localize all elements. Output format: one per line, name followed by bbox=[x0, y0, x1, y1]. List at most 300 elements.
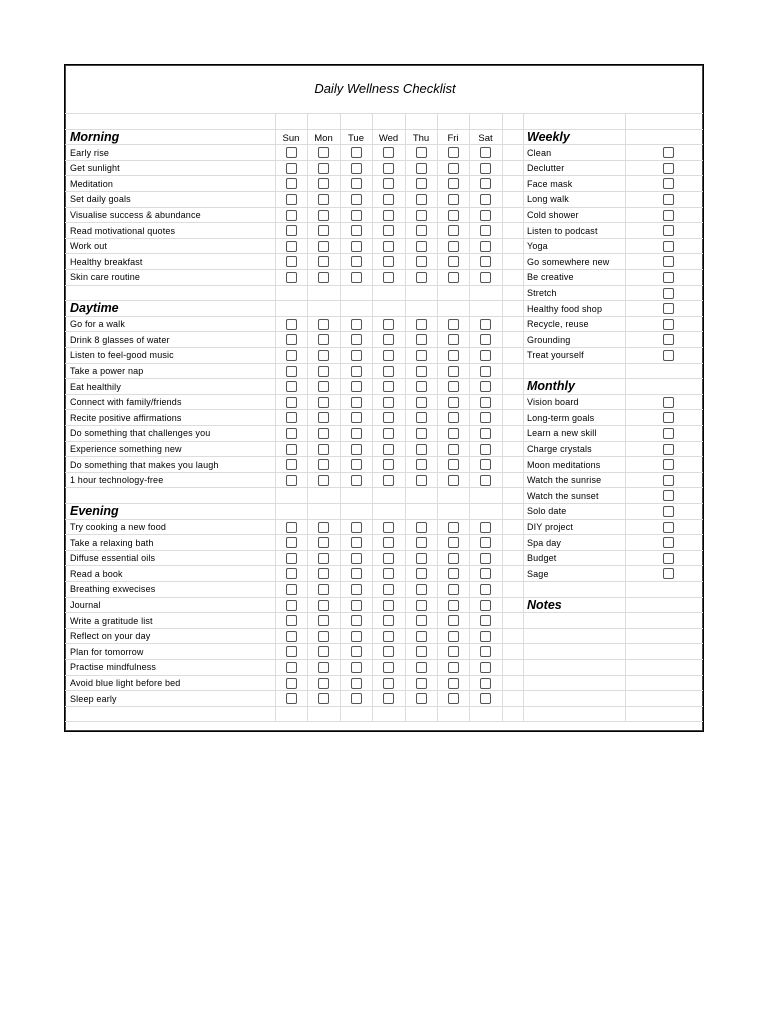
checkbox-tue[interactable] bbox=[351, 256, 362, 267]
checkbox-thu[interactable] bbox=[416, 568, 427, 579]
checkbox-sun[interactable] bbox=[286, 631, 297, 642]
checkbox-sat[interactable] bbox=[480, 444, 491, 455]
checklist-item-label: Eat healthily bbox=[70, 381, 121, 392]
grid-row-line bbox=[65, 503, 703, 504]
checkbox-fri[interactable] bbox=[448, 584, 459, 595]
checklist-item-label: Practise mindfulness bbox=[70, 662, 157, 673]
checkbox-wed[interactable] bbox=[383, 568, 394, 579]
checkbox-tue[interactable] bbox=[351, 631, 362, 642]
checkbox[interactable] bbox=[663, 444, 674, 455]
checkbox-tue[interactable] bbox=[351, 553, 362, 564]
checkbox-fri[interactable] bbox=[448, 163, 459, 174]
checkbox-sat[interactable] bbox=[480, 615, 491, 626]
checkbox-tue[interactable] bbox=[351, 241, 362, 252]
checkbox-wed[interactable] bbox=[383, 178, 394, 189]
grid-col-line bbox=[307, 113, 308, 722]
checkbox-mon[interactable] bbox=[318, 210, 329, 221]
checkbox-fri[interactable] bbox=[448, 475, 459, 486]
checkbox-fri[interactable] bbox=[448, 147, 459, 158]
checkbox-tue[interactable] bbox=[351, 662, 362, 673]
checkbox[interactable] bbox=[663, 210, 674, 221]
checkbox-sun[interactable] bbox=[286, 225, 297, 236]
section-title-notes: Notes bbox=[527, 597, 562, 612]
checkbox-wed[interactable] bbox=[383, 662, 394, 673]
grid-row-line bbox=[65, 581, 703, 582]
checklist-sheet bbox=[64, 64, 704, 732]
checkbox-sat[interactable] bbox=[480, 646, 491, 657]
checkbox-fri[interactable] bbox=[448, 272, 459, 283]
checkbox-sun[interactable] bbox=[286, 256, 297, 267]
checkbox-mon[interactable] bbox=[318, 615, 329, 626]
checkbox-wed[interactable] bbox=[383, 615, 394, 626]
checkbox-wed[interactable] bbox=[383, 241, 394, 252]
checkbox-mon[interactable] bbox=[318, 272, 329, 283]
checkbox-fri[interactable] bbox=[448, 428, 459, 439]
grid-row-line bbox=[65, 565, 703, 566]
checkbox-mon[interactable] bbox=[318, 334, 329, 345]
checkbox-sat[interactable] bbox=[480, 584, 491, 595]
checkbox-sat[interactable] bbox=[480, 537, 491, 548]
checkbox-sat[interactable] bbox=[480, 350, 491, 361]
checkbox-mon[interactable] bbox=[318, 693, 329, 704]
checkbox-sat[interactable] bbox=[480, 163, 491, 174]
checkbox-thu[interactable] bbox=[416, 553, 427, 564]
checkbox[interactable] bbox=[663, 553, 674, 564]
checkbox-thu[interactable] bbox=[416, 662, 427, 673]
checkbox-fri[interactable] bbox=[448, 537, 459, 548]
checkbox[interactable] bbox=[663, 568, 674, 579]
checkbox-tue[interactable] bbox=[351, 178, 362, 189]
checkbox-sun[interactable] bbox=[286, 475, 297, 486]
checklist-item-label: Recite positive affirmations bbox=[70, 412, 182, 423]
grid-row-line bbox=[65, 690, 703, 691]
checkbox-sun[interactable] bbox=[286, 412, 297, 423]
checkbox-thu[interactable] bbox=[416, 272, 427, 283]
checkbox-wed[interactable] bbox=[383, 444, 394, 455]
checkbox-sun[interactable] bbox=[286, 334, 297, 345]
checkbox-wed[interactable] bbox=[383, 678, 394, 689]
checkbox-sat[interactable] bbox=[480, 178, 491, 189]
checklist-item-label: Moon meditations bbox=[527, 459, 601, 470]
checkbox-wed[interactable] bbox=[383, 210, 394, 221]
checkbox-sun[interactable] bbox=[286, 194, 297, 205]
checkbox-mon[interactable] bbox=[318, 366, 329, 377]
checkbox-thu[interactable] bbox=[416, 241, 427, 252]
grid-col-line bbox=[502, 113, 503, 722]
checkbox-fri[interactable] bbox=[448, 381, 459, 392]
checkbox-thu[interactable] bbox=[416, 615, 427, 626]
checkbox-mon[interactable] bbox=[318, 553, 329, 564]
checkbox-thu[interactable] bbox=[416, 600, 427, 611]
checkbox-mon[interactable] bbox=[318, 568, 329, 579]
checkbox-thu[interactable] bbox=[416, 163, 427, 174]
checkbox-fri[interactable] bbox=[448, 256, 459, 267]
grid-row-line bbox=[65, 721, 703, 722]
checklist-item-label: Healthy breakfast bbox=[70, 256, 143, 267]
checkbox-wed[interactable] bbox=[383, 646, 394, 657]
checkbox[interactable] bbox=[663, 397, 674, 408]
checkbox-tue[interactable] bbox=[351, 584, 362, 595]
checkbox-sat[interactable] bbox=[480, 194, 491, 205]
checkbox-tue[interactable] bbox=[351, 412, 362, 423]
checkbox[interactable] bbox=[663, 428, 674, 439]
checkbox-wed[interactable] bbox=[383, 693, 394, 704]
checkbox-wed[interactable] bbox=[383, 631, 394, 642]
checkbox-tue[interactable] bbox=[351, 568, 362, 579]
grid-col-line bbox=[523, 113, 524, 722]
checkbox-wed[interactable] bbox=[383, 350, 394, 361]
checkbox-wed[interactable] bbox=[383, 272, 394, 283]
checkbox-sat[interactable] bbox=[480, 412, 491, 423]
checkbox[interactable] bbox=[663, 163, 674, 174]
checkbox-sun[interactable] bbox=[286, 319, 297, 330]
checkbox-fri[interactable] bbox=[448, 662, 459, 673]
checkbox-sat[interactable] bbox=[480, 397, 491, 408]
checkbox-thu[interactable] bbox=[416, 366, 427, 377]
checkbox-thu[interactable] bbox=[416, 334, 427, 345]
grid-col-line bbox=[372, 113, 373, 722]
checkbox[interactable] bbox=[663, 334, 674, 345]
checklist-item-label: Stretch bbox=[527, 288, 557, 298]
checklist-item-label: Visualise success & abundance bbox=[70, 210, 201, 220]
checkbox-sat[interactable] bbox=[480, 568, 491, 579]
checkbox[interactable] bbox=[663, 522, 674, 533]
checkbox-mon[interactable] bbox=[318, 412, 329, 423]
checklist-item-label: Charge crystals bbox=[527, 444, 592, 454]
checkbox-sun[interactable] bbox=[286, 272, 297, 283]
checkbox-tue[interactable] bbox=[351, 475, 362, 486]
checkbox-thu[interactable] bbox=[416, 319, 427, 330]
checkbox-sun[interactable] bbox=[286, 537, 297, 548]
checklist-item-label: Watch the sunrise bbox=[527, 475, 602, 486]
checkbox-wed[interactable] bbox=[383, 584, 394, 595]
checklist-item-label: Yoga bbox=[527, 241, 548, 252]
checkbox-mon[interactable] bbox=[318, 350, 329, 361]
checkbox-wed[interactable] bbox=[383, 600, 394, 611]
checkbox-sun[interactable] bbox=[286, 522, 297, 533]
checkbox-mon[interactable] bbox=[318, 225, 329, 236]
checkbox-wed[interactable] bbox=[383, 428, 394, 439]
checkbox-mon[interactable] bbox=[318, 319, 329, 330]
checkbox-mon[interactable] bbox=[318, 256, 329, 267]
checklist-item-label: Do something that makes you laugh bbox=[70, 459, 219, 470]
checklist-item-label: Go for a walk bbox=[70, 319, 125, 330]
grid-row-line bbox=[65, 269, 703, 270]
checkbox-thu[interactable] bbox=[416, 397, 427, 408]
checkbox-sat[interactable] bbox=[480, 662, 491, 673]
checkbox-thu[interactable] bbox=[416, 225, 427, 236]
checkbox-sun[interactable] bbox=[286, 568, 297, 579]
grid-row-line bbox=[65, 643, 703, 644]
checkbox-sun[interactable] bbox=[286, 350, 297, 361]
checklist-item-label: Spa day bbox=[527, 537, 562, 548]
checkbox-fri[interactable] bbox=[448, 350, 459, 361]
checkbox-sat[interactable] bbox=[480, 319, 491, 330]
checkbox[interactable] bbox=[663, 225, 674, 236]
checkbox-thu[interactable] bbox=[416, 678, 427, 689]
checkbox-fri[interactable] bbox=[448, 631, 459, 642]
checkbox-fri[interactable] bbox=[448, 241, 459, 252]
checkbox-tue[interactable] bbox=[351, 522, 362, 533]
page-title: Daily Wellness Checklist bbox=[314, 81, 456, 96]
checkbox-fri[interactable] bbox=[448, 319, 459, 330]
checkbox-tue[interactable] bbox=[351, 163, 362, 174]
checkbox-tue[interactable] bbox=[351, 678, 362, 689]
checklist-item-label: Read motivational quotes bbox=[70, 225, 176, 236]
checkbox-sat[interactable] bbox=[480, 678, 491, 689]
checkbox-fri[interactable] bbox=[448, 553, 459, 564]
checkbox-sun[interactable] bbox=[286, 178, 297, 189]
checkbox-thu[interactable] bbox=[416, 584, 427, 595]
checkbox-sun[interactable] bbox=[286, 163, 297, 174]
checkbox-sat[interactable] bbox=[480, 553, 491, 564]
checkbox-sun[interactable] bbox=[286, 600, 297, 611]
checkbox-sun[interactable] bbox=[286, 693, 297, 704]
checkbox-mon[interactable] bbox=[318, 459, 329, 470]
checkbox-sat[interactable] bbox=[480, 366, 491, 377]
checkbox[interactable] bbox=[663, 272, 674, 283]
grid-row-line bbox=[65, 456, 703, 457]
grid-row-line bbox=[65, 113, 703, 114]
checkbox-sun[interactable] bbox=[286, 397, 297, 408]
checkbox-sat[interactable] bbox=[480, 522, 491, 533]
checkbox[interactable] bbox=[663, 319, 674, 330]
checkbox-tue[interactable] bbox=[351, 600, 362, 611]
grid-row-line bbox=[65, 409, 703, 410]
grid-row-line bbox=[65, 175, 703, 176]
checkbox-sun[interactable] bbox=[286, 241, 297, 252]
checkbox-sun[interactable] bbox=[286, 444, 297, 455]
checkbox-thu[interactable] bbox=[416, 256, 427, 267]
checkbox[interactable] bbox=[663, 506, 674, 517]
checkbox-sat[interactable] bbox=[480, 475, 491, 486]
checkbox-wed[interactable] bbox=[383, 412, 394, 423]
checkbox-tue[interactable] bbox=[351, 334, 362, 345]
checkbox-thu[interactable] bbox=[416, 428, 427, 439]
checkbox-sun[interactable] bbox=[286, 553, 297, 564]
checkbox-mon[interactable] bbox=[318, 678, 329, 689]
checklist-item-label: Avoid blue light before bed bbox=[70, 678, 181, 688]
checkbox-fri[interactable] bbox=[448, 397, 459, 408]
checkbox-mon[interactable] bbox=[318, 475, 329, 486]
checkbox-mon[interactable] bbox=[318, 178, 329, 189]
checkbox-thu[interactable] bbox=[416, 475, 427, 486]
checkbox-wed[interactable] bbox=[383, 553, 394, 564]
checkbox-tue[interactable] bbox=[351, 366, 362, 377]
checklist-item-label: Take a power nap bbox=[70, 366, 144, 376]
checkbox-fri[interactable] bbox=[448, 366, 459, 377]
checkbox[interactable] bbox=[663, 350, 674, 361]
checkbox-tue[interactable] bbox=[351, 693, 362, 704]
checkbox-fri[interactable] bbox=[448, 444, 459, 455]
checkbox-mon[interactable] bbox=[318, 600, 329, 611]
checkbox-mon[interactable] bbox=[318, 194, 329, 205]
grid-row-line bbox=[65, 706, 703, 707]
checkbox-fri[interactable] bbox=[448, 600, 459, 611]
checklist-item-label: Sleep early bbox=[70, 693, 117, 704]
checkbox-sun[interactable] bbox=[286, 381, 297, 392]
checkbox-wed[interactable] bbox=[383, 256, 394, 267]
checkbox[interactable] bbox=[663, 241, 674, 252]
checkbox-thu[interactable] bbox=[416, 522, 427, 533]
checkbox-mon[interactable] bbox=[318, 163, 329, 174]
day-header-tue: Tue bbox=[347, 133, 365, 144]
grid-row-line bbox=[65, 300, 703, 301]
checkbox-sun[interactable] bbox=[286, 584, 297, 595]
section-title-morning: Morning bbox=[70, 129, 120, 144]
checkbox-wed[interactable] bbox=[383, 381, 394, 392]
checkbox-tue[interactable] bbox=[351, 444, 362, 455]
checkbox-sun[interactable] bbox=[286, 662, 297, 673]
checklist-item-label: Listen to podcast bbox=[527, 225, 598, 236]
checkbox-mon[interactable] bbox=[318, 428, 329, 439]
grid-row-line bbox=[65, 597, 703, 598]
checkbox-wed[interactable] bbox=[383, 475, 394, 486]
checkbox-tue[interactable] bbox=[351, 319, 362, 330]
checkbox-fri[interactable] bbox=[448, 194, 459, 205]
checkbox-wed[interactable] bbox=[383, 334, 394, 345]
checkbox-wed[interactable] bbox=[383, 397, 394, 408]
checkbox-fri[interactable] bbox=[448, 522, 459, 533]
checkbox-tue[interactable] bbox=[351, 350, 362, 361]
checkbox-mon[interactable] bbox=[318, 397, 329, 408]
checkbox[interactable] bbox=[663, 256, 674, 267]
checkbox[interactable] bbox=[663, 147, 674, 158]
checkbox-thu[interactable] bbox=[416, 194, 427, 205]
checkbox-thu[interactable] bbox=[416, 537, 427, 548]
checkbox-mon[interactable] bbox=[318, 381, 329, 392]
checkbox-sun[interactable] bbox=[286, 678, 297, 689]
checkbox-mon[interactable] bbox=[318, 147, 329, 158]
checkbox-fri[interactable] bbox=[448, 615, 459, 626]
checkbox-tue[interactable] bbox=[351, 194, 362, 205]
checkbox-wed[interactable] bbox=[383, 459, 394, 470]
checkbox-tue[interactable] bbox=[351, 210, 362, 221]
checklist-item-label: Sage bbox=[527, 568, 549, 579]
checkbox-sun[interactable] bbox=[286, 366, 297, 377]
checklist-item-label: Budget bbox=[527, 553, 557, 564]
checkbox-mon[interactable] bbox=[318, 444, 329, 455]
checkbox-mon[interactable] bbox=[318, 631, 329, 642]
checkbox[interactable] bbox=[663, 490, 674, 501]
checkbox-wed[interactable] bbox=[383, 147, 394, 158]
checkbox-sat[interactable] bbox=[480, 210, 491, 221]
checkbox-sat[interactable] bbox=[480, 428, 491, 439]
checkbox-thu[interactable] bbox=[416, 444, 427, 455]
checkbox-tue[interactable] bbox=[351, 646, 362, 657]
checkbox-wed[interactable] bbox=[383, 319, 394, 330]
checkbox-sat[interactable] bbox=[480, 272, 491, 283]
checkbox-thu[interactable] bbox=[416, 631, 427, 642]
checkbox[interactable] bbox=[663, 537, 674, 548]
checklist-item-label: Grounding bbox=[527, 334, 571, 345]
checkbox[interactable] bbox=[663, 178, 674, 189]
grid-row-line bbox=[65, 550, 703, 551]
checkbox-wed[interactable] bbox=[383, 366, 394, 377]
checkbox-sat[interactable] bbox=[480, 381, 491, 392]
checkbox-wed[interactable] bbox=[383, 225, 394, 236]
checkbox-thu[interactable] bbox=[416, 381, 427, 392]
checkbox-wed[interactable] bbox=[383, 537, 394, 548]
checkbox-mon[interactable] bbox=[318, 241, 329, 252]
checkbox-tue[interactable] bbox=[351, 147, 362, 158]
checkbox-sat[interactable] bbox=[480, 225, 491, 236]
checkbox-sun[interactable] bbox=[286, 147, 297, 158]
grid-row-line bbox=[65, 675, 703, 676]
checkbox-tue[interactable] bbox=[351, 381, 362, 392]
checkbox[interactable] bbox=[663, 412, 674, 423]
checkbox-wed[interactable] bbox=[383, 522, 394, 533]
checklist-item-label: Long walk bbox=[527, 194, 569, 205]
checkbox-thu[interactable] bbox=[416, 412, 427, 423]
checkbox-sat[interactable] bbox=[480, 693, 491, 704]
checkbox-fri[interactable] bbox=[448, 678, 459, 689]
checkbox-mon[interactable] bbox=[318, 584, 329, 595]
checklist-item-label: Write a gratitude list bbox=[70, 615, 153, 626]
checkbox-tue[interactable] bbox=[351, 537, 362, 548]
checkbox-tue[interactable] bbox=[351, 459, 362, 470]
checkbox-sun[interactable] bbox=[286, 428, 297, 439]
checkbox-fri[interactable] bbox=[448, 178, 459, 189]
checkbox-thu[interactable] bbox=[416, 350, 427, 361]
checkbox-tue[interactable] bbox=[351, 397, 362, 408]
checkbox-tue[interactable] bbox=[351, 272, 362, 283]
checkbox-fri[interactable] bbox=[448, 568, 459, 579]
checkbox-fri[interactable] bbox=[448, 334, 459, 345]
checkbox-fri[interactable] bbox=[448, 225, 459, 236]
checkbox[interactable] bbox=[663, 459, 674, 470]
checkbox-fri[interactable] bbox=[448, 646, 459, 657]
checkbox-mon[interactable] bbox=[318, 646, 329, 657]
checkbox-tue[interactable] bbox=[351, 615, 362, 626]
checkbox-sun[interactable] bbox=[286, 210, 297, 221]
checkbox[interactable] bbox=[663, 288, 674, 299]
checkbox-sat[interactable] bbox=[480, 241, 491, 252]
checkbox[interactable] bbox=[663, 194, 674, 205]
checkbox-fri[interactable] bbox=[448, 459, 459, 470]
checkbox-sat[interactable] bbox=[480, 459, 491, 470]
grid-row-line bbox=[65, 316, 703, 317]
checkbox[interactable] bbox=[663, 303, 674, 314]
checkbox-sat[interactable] bbox=[480, 600, 491, 611]
checkbox-thu[interactable] bbox=[416, 459, 427, 470]
checkbox[interactable] bbox=[663, 475, 674, 486]
checkbox-sat[interactable] bbox=[480, 334, 491, 345]
checkbox-mon[interactable] bbox=[318, 537, 329, 548]
checkbox-wed[interactable] bbox=[383, 163, 394, 174]
checkbox-thu[interactable] bbox=[416, 147, 427, 158]
checkbox-sat[interactable] bbox=[480, 631, 491, 642]
checkbox-thu[interactable] bbox=[416, 178, 427, 189]
checkbox-sun[interactable] bbox=[286, 615, 297, 626]
checkbox-tue[interactable] bbox=[351, 428, 362, 439]
checkbox-thu[interactable] bbox=[416, 693, 427, 704]
checkbox-fri[interactable] bbox=[448, 210, 459, 221]
checkbox-sat[interactable] bbox=[480, 256, 491, 267]
checkbox-fri[interactable] bbox=[448, 412, 459, 423]
checkbox-tue[interactable] bbox=[351, 225, 362, 236]
checkbox-thu[interactable] bbox=[416, 646, 427, 657]
day-header-sat: Sat bbox=[478, 133, 493, 144]
checkbox-fri[interactable] bbox=[448, 693, 459, 704]
checkbox-sun[interactable] bbox=[286, 646, 297, 657]
checkbox-wed[interactable] bbox=[383, 194, 394, 205]
checkbox-mon[interactable] bbox=[318, 662, 329, 673]
checkbox-sat[interactable] bbox=[480, 147, 491, 158]
checkbox-sun[interactable] bbox=[286, 459, 297, 470]
checkbox-mon[interactable] bbox=[318, 522, 329, 533]
checkbox-thu[interactable] bbox=[416, 210, 427, 221]
